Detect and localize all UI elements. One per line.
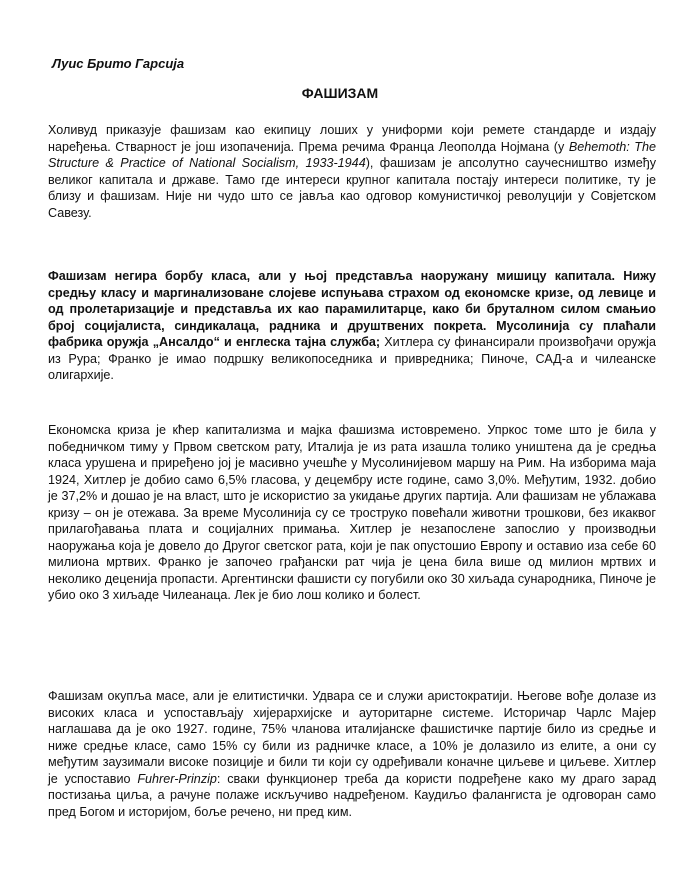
paragraph-1-run-3: ), фашизам је апсолутно саучесништво између великог капитала и државе. Тамо где интереси крупног капитала постају интереси политике, ту је близу и фашизам. Није ни чудо што се јавља као одговор комунистичкој револуцији у Совјетском Савезу. — [48, 156, 656, 220]
author-name: Луис Брито Гарсија — [52, 56, 185, 71]
paragraph-3-run-1: Економска криза је кћер капитализма и мајка фашизма истовремено. Упркос томе што је била у победничком тиму у Првом светском рату, Италија је из рата изашла толико уништена да је средња класа урушена и приређено јој је масивно учешће у Мусолинијевом маршу на Рим. На изборима маја 1924, Хитлер је добио само 6,5% гласова, у децембру исте године, само 3,0%. Међутим, 1932. добио је 37,2% и дошао је на власт, што је искористио за укидање других партија. Али фашизам не ублажава кризу – он је отежава. За време Мусолинија су се троструко повећали животни трошкови, без икаквог прилагођавања плата и социјалних примања. Хитлер је незапослене запослио у производњи наоружања која је довело до Другог светског рата, који је пак опустошио Европу и оставио иза себе 60 милиона мртвих. Франко је започео грађански рат чија је цена била више од милион мртвих и неколико деценија пропасти. Аргентински фашисти су погубили око 30 хиљада сународника, Пиноче је убио око 3 хиљаде Чилеанаца. Лек је био лош колико и болест. — [48, 423, 656, 602]
paragraph-2 — [48, 268, 656, 384]
paragraph-1 — [48, 122, 656, 221]
paragraph-2-run-2: Хитлера су финансирали произвођачи оружја из Рура; Франко је имао подршку великопоседника и привредника; Пиноче, САД-а и чилеанске олигархије. — [48, 335, 656, 382]
paragraph-1-run-1: Холивуд приказује фашизам као екипицу лоших у униформи који ремете стандарде и издају наређења. Стварност је још изопаченија. Према речима Франца Леополда Нојмана (у — [48, 123, 656, 154]
paragraph-4-run-1: Фашизам окупља масе, али је елитистички. Удвара се и служи аристократији. Његове вође долазе из високих класа и успостављају хијерархијске и ауторитарне системе. Историчар Чарлс Мајер наглашава да је око 1927. године, 75% чланова италијанске фашистичке партије било из средње и ниже средње класе, само 15% су били из радничке класе, а 10% је долазило из елите, а они су међутим заузимали високе позиције и били ти који су одређивали коначне циљеве и циљеве. Хитлер је успоставио — [48, 689, 656, 786]
document-title: ФАШИЗАМ — [301, 85, 379, 101]
paragraph-4-run-2-term: Fuhrer-Prinzip — [137, 771, 217, 786]
paragraph-2-run-1-bold: Фашизам негира борбу класа, али у њој представља наоружану мишицу капитала. Нижу средњу класу и маргинализоване слојеве испуњава страхом од економске кризе, од левице и од пролетаризације и представља их као парамилитарце, како би бруталном силом смањио број социјалиста, синдикалаца, радника и друштвених покрета. Мусолинија су плаћали фабрика оружја „Ансалдо“ и енглеска тајна служба; — [48, 269, 656, 349]
paragraph-3 — [48, 422, 656, 604]
paragraph-1-run-2-book-title: Behemoth: The Structure & Practice of National Socialism, 1933-1944 — [48, 139, 657, 170]
paragraph-4 — [48, 688, 656, 820]
paragraph-4-run-3: : сваки функционер треба да користи подређене како му драго зарад постизања циља, а рачуне полаже искључиво надређеном. Каудиљо фалангиста је одговоран само пред Богом и историјом, боље речено, ни пред ким. — [48, 771, 657, 819]
